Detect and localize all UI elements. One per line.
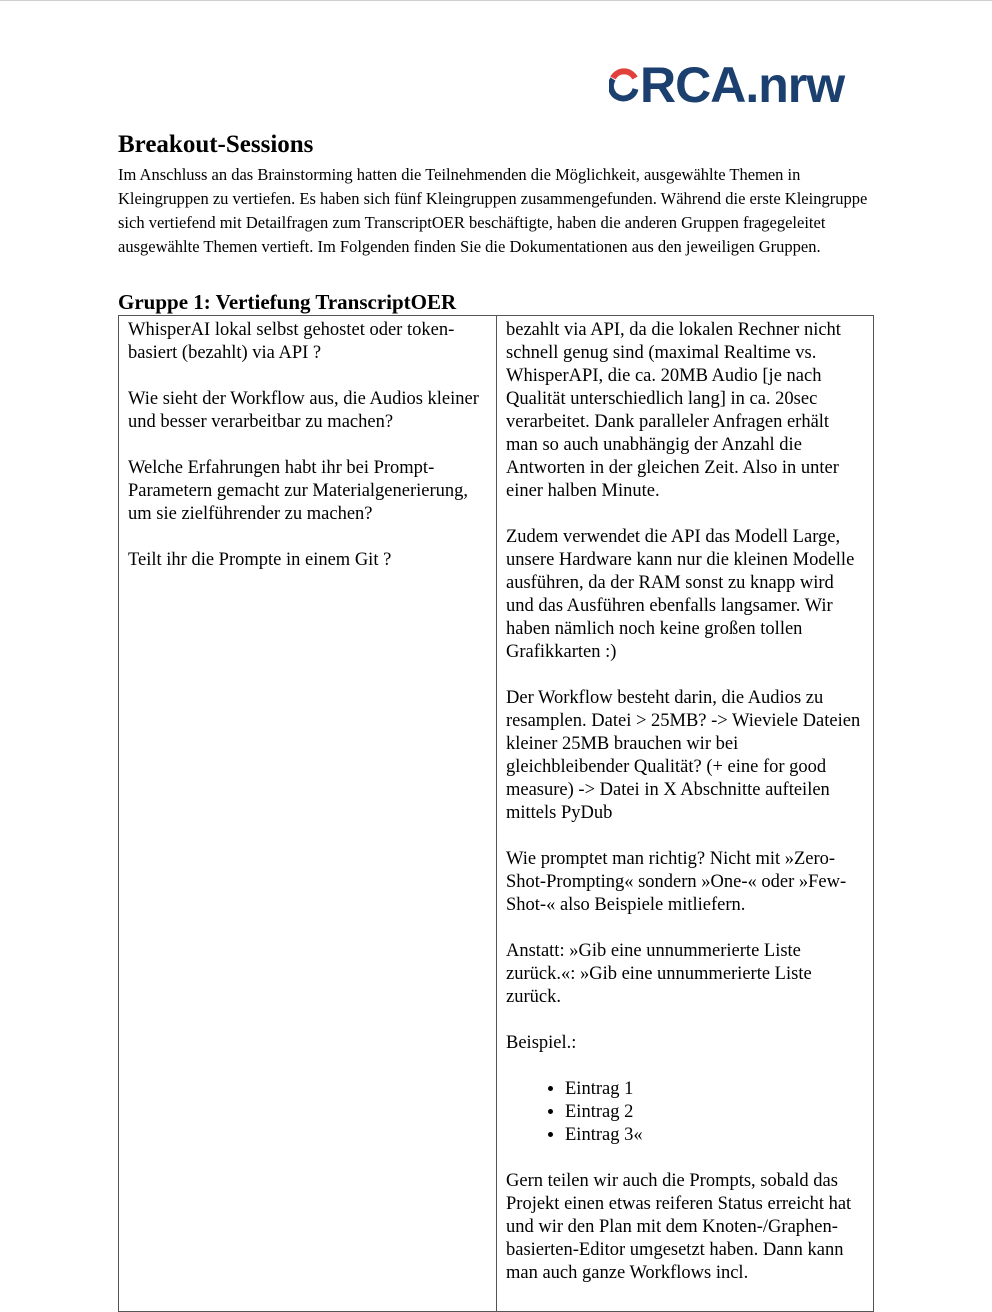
orca-nrw-logo [609, 57, 845, 113]
answer-prompting: Wie promptet man richtig? Nicht mit »Zero-Shot-Prompting« sondern »One-« oder »Few-Shot-« also Beispiele mitliefern. [506, 849, 847, 915]
list-item: • Eintrag 1 [565, 1078, 864, 1101]
list-item: • Eintrag 3« [565, 1124, 864, 1147]
question-1: WhisperAI lokal selbst gehostet oder token-basiert (bezahlt) via API ? [128, 320, 455, 363]
answer-workflow: Der Workflow besteht darin, die Audios zu resamplen. Datei > 25MB? -> Wieviele Dateien kleiner 25MB brauchen wir bei gleichbleibender Qualität? (+ eine for good measure) -> Datei in X Abschnitte aufteilen mittels PyDub [506, 688, 861, 823]
answer-example-label: Beispiel.: [506, 1033, 577, 1053]
group1-table [118, 315, 874, 1312]
top-border [0, 0, 992, 1]
question-3: Welche Erfahrungen habt ihr bei Prompt-Parametern gemacht zur Materialgenerierung, um sie zielführender zu machen? [128, 458, 469, 524]
questions-cell [119, 316, 497, 1312]
group1-heading: Gruppe 1: Vertiefung TranscriptOER [118, 290, 457, 314]
answer-sharing: Gern teilen wir auch die Prompts, sobald das Projekt einen etwas reiferen Status erreicht hat und wir den Plan mit dem Knoten-/Graphen-basierten-Editor umgesetzt haben. Dann kann man auch ganze Workflows incl. [506, 1171, 852, 1283]
question-4: Teilt ihr die Prompte in einem Git ? [128, 550, 392, 570]
answer-api: bezahlt via API, da die lokalen Rechner nicht schnell genug sind (maximal Realtime vs. WhisperAPI, die ca. 20MB Audio [je nach Qualität unterschiedlich lang] in ca. 20sec verarbeitet. Dank paralleler Anfragen erhält man so auch unabhängig der Anzahl die Antworten in der gleichen Zeit. Also in unter einer halben Minute. [506, 320, 841, 501]
question-2: Wie sieht der Workflow aus, die Audios kleiner und besser verarbeitbar zu machen? [128, 389, 479, 432]
intro-paragraph: Im Anschluss an das Brainstorming hatten die Teilnehmenden die Möglichkeit, ausgewählte Themen in Kleingruppen zu vertiefen. Es haben sich fünf Kleingruppen zusammengefunden. Während die erste Kleingruppe sich vertiefend mit Detailfragen zum TranscriptOER beschäftigte, haben die anderen Gruppen fragegeleitet ausgewählte Themen vertieft. Im Folgenden finden Sie die Dokumentationen aus den jeweiligen Gruppen. [118, 165, 868, 256]
orca-o-icon [609, 68, 639, 102]
table-row [119, 316, 874, 1312]
list-item: • Eintrag 2 [565, 1101, 864, 1124]
logo-text: RCA.nrw [640, 57, 845, 113]
answers-cell [497, 316, 874, 1312]
example-list [506, 1078, 864, 1147]
answer-model: Zudem verwendet die API das Modell Large, unsere Hardware kann nur die kleinen Modelle ausführen, da der RAM sonst zu knapp wird und das Ausführen ebenfalls langsamer. Wir haben nämlich noch keine großen tollen Grafikkarten :) [506, 527, 855, 662]
page-heading: Breakout-Sessions [118, 131, 314, 158]
answer-instead: Anstatt: »Gib eine unnummerierte Liste zurück.«: »Gib eine unnummerierte Liste zurück. [506, 941, 812, 1007]
